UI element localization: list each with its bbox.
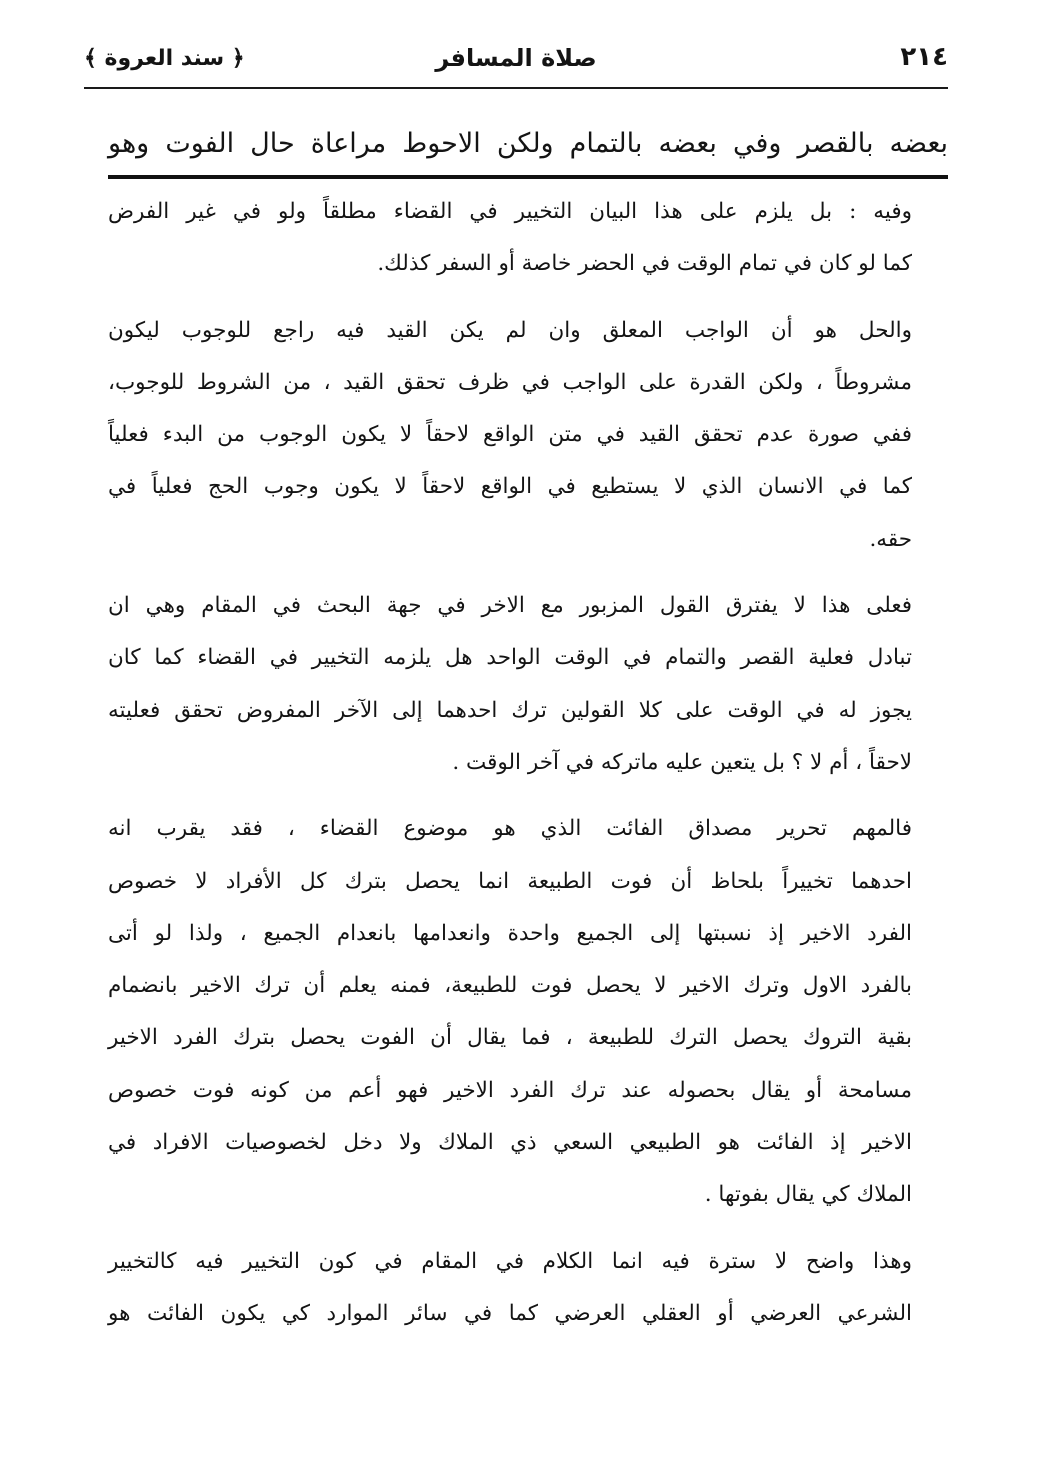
text-line: يجوز له في الوقت على كلا القولين ترك احدهما إلى الآخر المفروض تحقق فعليته: [108, 697, 912, 723]
paragraph: [108, 305, 948, 566]
main-text-line: بعضه بالقصر وفي بعضه بالتمام ولكن الاحوط مراعاة حال الفوت وهو: [108, 128, 948, 159]
text-line: وفيه : بل يلزم على هذا البيان التخيير في القضاء مطلقاً ولو في غير الفرض: [108, 199, 912, 224]
text-line: مسامحة أو يقال بحصوله عند ترك الفرد الاخير فهو أعم من كونه فوت خصوص: [108, 1077, 912, 1103]
paragraph: [108, 580, 948, 789]
text-line: الملاك كي يقال بفوتها .: [704, 1182, 912, 1208]
text-line: تبادل فعلية القصر والتمام في الوقت الواحد هل يلزمه التخيير في القضاء كما كان: [108, 645, 912, 671]
text-line: بقية التروك يحصل الترك للطبيعة ، فما يقال أن الفوت يحصل بترك الفرد الاخير: [108, 1025, 912, 1051]
text-line: مشروطاً ، ولكن القدرة على الواجب في ظرف تحقق القيد ، من الشروط للوجوب،: [108, 369, 912, 395]
text-line: كما في الانسان الذي لا يستطيع في الواقع لاحقاً لا يكون وجوب الحج فعلياً في: [108, 474, 912, 500]
running-header: [84, 40, 948, 84]
text-line: الاخير إذ الفائت هو الطبيعي السعي ذي الملاك ولا دخل لخصوصيات الافراد في: [108, 1130, 912, 1156]
text-line: الفرد الاخير إذ نسبتها إلى الجميع واحدة وانعدامها بانعدام الجميع ، ولذا لو أتى: [108, 920, 912, 946]
page-number: ٢١٤: [900, 42, 948, 72]
text-line: فعلى هذا لا يفترق القول المزبور مع الاخر في جهة البحث في المقام وهي ان: [108, 593, 912, 619]
text-line: والحل هو أن الواجب المعلق وان لم يكن القيد فيه راجع للوجوب ليكون: [108, 317, 912, 343]
commentary-body: [108, 186, 948, 1354]
paragraph: [108, 1236, 948, 1341]
chapter-title: صلاة المسافر: [435, 44, 597, 72]
text-line: الشرعي العرضي أو العقلي العرضي كما في سائر الموارد كي يكون الفائت هو: [108, 1300, 912, 1326]
text-line: لاحقاً ، أم لا ؟ بل يتعين عليه ماتركه في آخر الوقت .: [452, 749, 912, 775]
paragraph: [108, 186, 948, 291]
text-line: ففي صورة عدم تحقق القيد في متن الواقع لاحقاً لا يكون الوجوب من البدء فعلياً: [108, 422, 912, 448]
separator-rule: [108, 175, 948, 179]
header-rule: [84, 87, 948, 89]
paragraph: [108, 803, 948, 1221]
text-line: احدهما تخييراً بلحاظ أن فوت الطبيعة انما يحصل بترك كل الأفراد لا خصوص: [108, 868, 912, 894]
text-line: وهذا واضح لا سترة فيه انما الكلام في المقام في كون التخيير فيه كالتخيير: [108, 1248, 912, 1274]
text-line: بالفرد الاول وترك الاخير لا يحصل فوت للطبيعة، فمنه يعلم أن ترك الاخير بانضمام: [108, 973, 912, 999]
book-title: ﴿ سند العروة ﴾: [84, 46, 245, 71]
text-line: حقه.: [869, 526, 912, 552]
text-line: فالمهم تحرير مصداق الفائت الذي هو موضوع القضاء ، فقد يقرب انه: [108, 816, 912, 842]
text-line: كما لو كان في تمام الوقت في الحضر خاصة أو السفر كذلك.: [377, 251, 912, 277]
